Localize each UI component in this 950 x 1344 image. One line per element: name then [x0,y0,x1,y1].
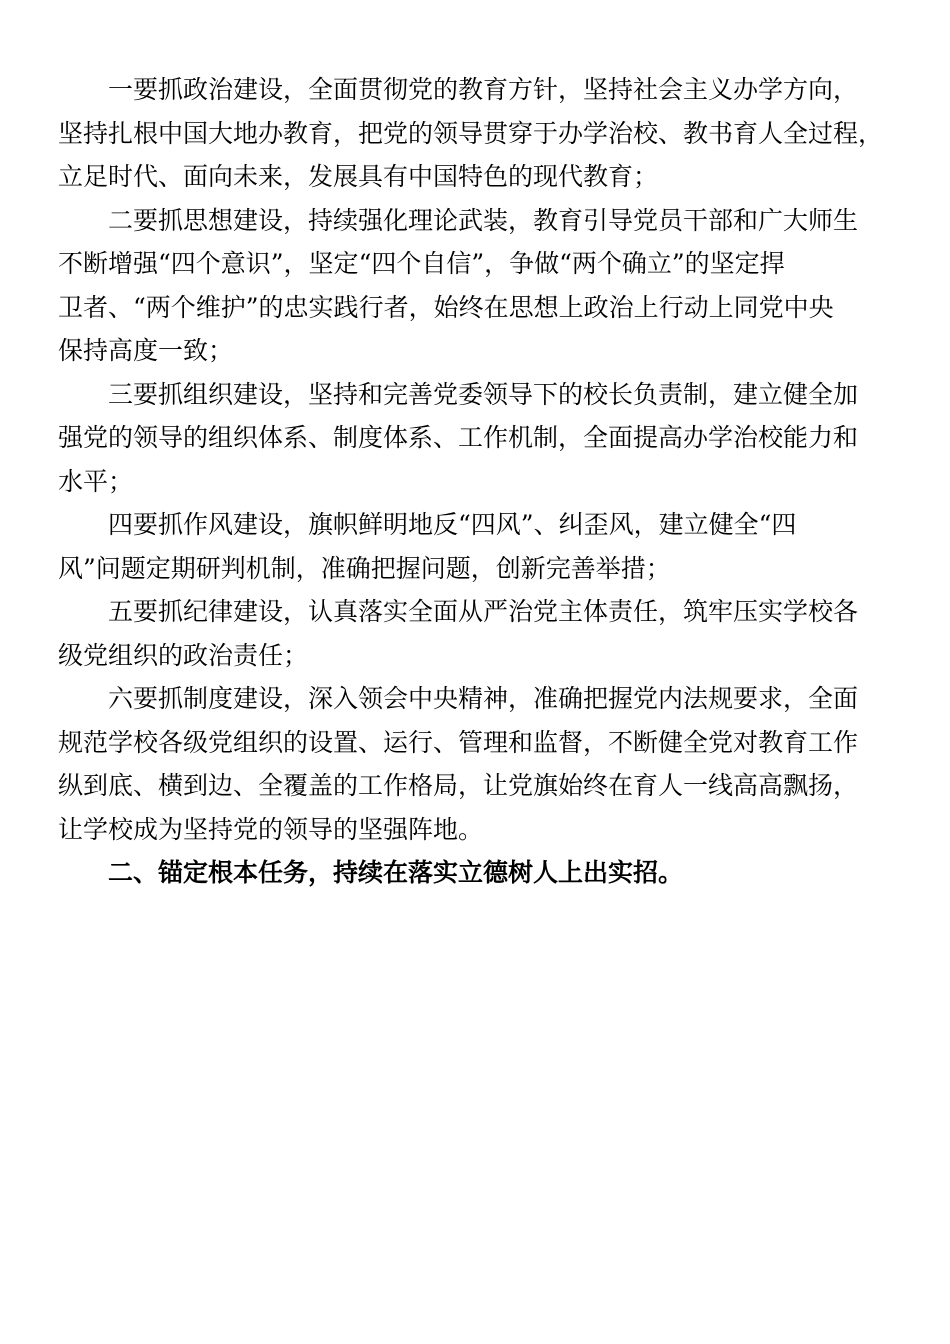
text-line: 立足时代、面向未来，发展具有中国特色的现代教育； [58,162,659,191]
paragraph-institutional-construction [58,677,898,851]
text-line: 规范学校各级党组织的设置、运行、管理和监督，不断健全党对教育工作 [58,727,859,757]
text-line: 纵到底、横到边、全覆盖的工作格局，让党旗始终在育人一线高高飘扬， [58,771,859,800]
text-line: 三要抓组织建设，坚持和完善党委领导下的校长负责制，建立健全加 [108,379,859,409]
text-line: 二要抓思想建设，持续强化理论武装，教育引导党员干部和广大师生 [108,205,859,235]
text-line: 不断增强“四个意识”，坚定“四个自信”，争做“两个确立”的坚定捍 [58,249,785,278]
text-line: 四要抓作风建设，旗帜鲜明地反“四风”、纠歪风，建立健全“四 [108,510,797,539]
text-line: 级党组织的政治责任； [58,640,309,670]
paragraph-political-construction [58,68,898,199]
text-line: 六要抓制度建设，深入领会中央精神，准确把握党内法规要求，全面 [108,684,859,713]
text-line: 一要抓政治建设，全面贯彻党的教育方针，坚持社会主义办学方向， [108,75,859,104]
text-line: 五要抓纪律建设，认真落实全面从严治党主体责任，筑牢压实学校各 [108,597,859,626]
paragraph-organizational-construction [58,373,898,504]
paragraph-discipline-construction [58,590,898,677]
text-line: 卫者、“两个维护”的忠实践行者，始终在思想上政治上行动上同党中央 [58,292,834,322]
paragraph-ideological-construction [58,199,898,373]
document-body [58,68,898,895]
paragraph-work-style-construction [58,503,898,590]
text-line: 保持高度一致； [58,336,234,365]
text-line: 强党的领导的组织体系、制度体系、工作机制，全面提高办学治校能力和 [58,423,859,452]
section-heading: 二、锚定根本任务，持续在落实立德树人上出实招。 [108,858,684,887]
text-line: 坚持扎根中国大地办教育，把党的领导贯穿于办学治校、教书育人全过程， [58,118,884,148]
text-line: 水平； [58,466,134,496]
text-line: 风”问题定期研判机制，准确把握问题，创新完善举措； [58,553,671,583]
text-line: 让学校成为坚持党的领导的坚强阵地。 [58,814,484,844]
